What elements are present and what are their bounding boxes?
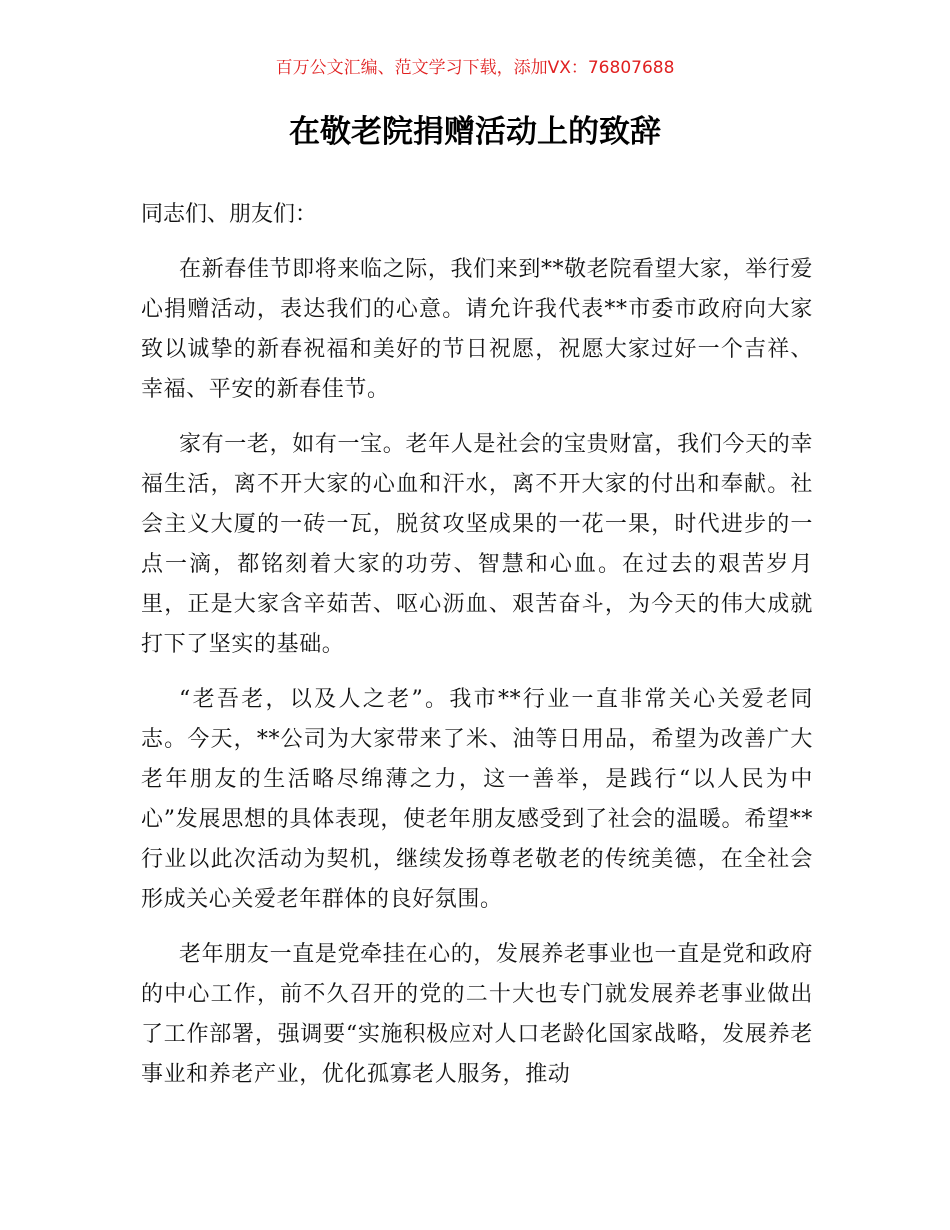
paragraph-1: 在新春佳节即将来临之际，我们来到**敬老院看望大家，举行爱心捐赠活动，表达我们的心意。请允许我代表**市委市政府向大家致以诚挚的新春祝福和美好的节日祝愿，祝愿大家过好一个吉祥、幸福、平安的新春佳节。	[141, 257, 813, 402]
paragraph-2: 家有一老，如有一宝。老年人是社会的宝贵财富，我们今天的幸福生活，离不开大家的心血和汗水，离不开大家的付出和奉献。社会主义大厦的一砖一瓦，脱贫攻坚成果的一花一果，时代进步的一点一滴，都铭刻着大家的功劳、智慧和心血。在过去的艰苦岁月里，正是大家含辛茹苦、呕心沥血、艰苦奋斗，为今天的伟大成就打下了坚实的基础。	[141, 432, 813, 657]
paragraph-4: 老年朋友一直是党牵挂在心的，发展养老事业也一直是党和政府的中心工作，前不久召开的党的二十大也专门就发展养老事业做出了工作部署，强调要“实施积极应对人口老龄化国家战略，发展养老事业和养老产业，优化孤寡老人服务，推动	[141, 942, 813, 1087]
salutation: 同志们、朋友们：	[141, 202, 318, 227]
paragraph-3: “老吾老，以及人之老”。我市**行业一直非常关心关爱老同志。今天，**公司为大家带来了米、油等日用品，希望为改善广大老年朋友的生活略尽绵薄之力，这一善举，是践行“以人民为中心”发展思想的具体表现，使老年朋友感受到了社会的温暖。希望**行业以此次活动为契机，继续发扬尊老敬老的传统美德，在全社会形成关心关爱老年群体的良好氛围。	[141, 687, 813, 912]
document-title: 在敬老院捐赠活动上的致辞	[289, 114, 661, 150]
document-body	[141, 195, 813, 1095]
header-banner: 百万公文汇编、范文学习下载，添加VX：76807688	[275, 58, 675, 78]
